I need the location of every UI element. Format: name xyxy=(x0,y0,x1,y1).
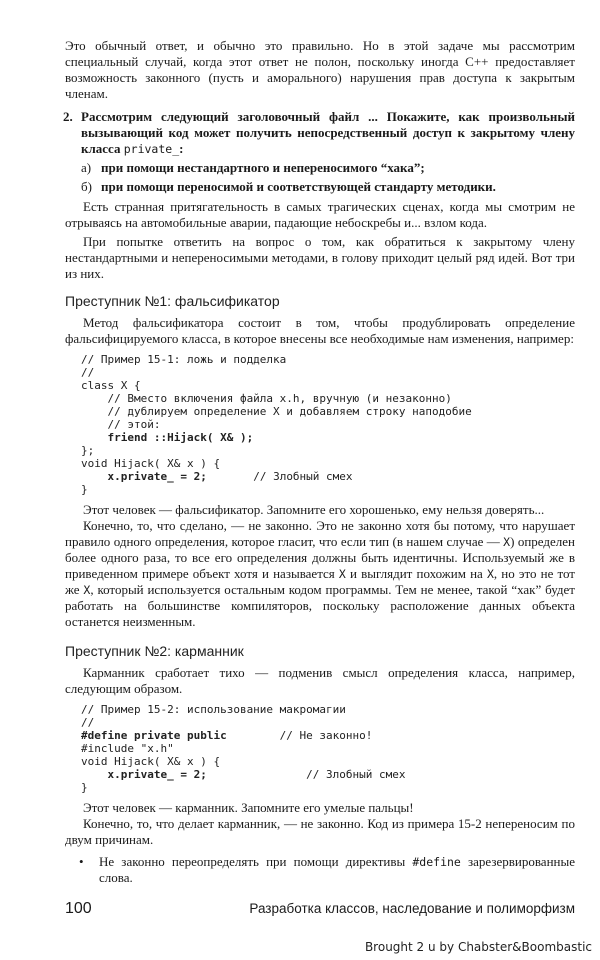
code-line xyxy=(81,483,88,496)
code-line xyxy=(81,405,472,418)
paragraph: Этот человек — фальсификатор. Запомните его хорошенько, ему нельзя доверять... xyxy=(83,502,545,517)
code-text: // этой: xyxy=(81,418,161,431)
paragraph: Этот человек — карманник. Запомните его умелые пальцы! xyxy=(83,800,414,815)
question-number: 2. xyxy=(63,109,73,124)
question-text xyxy=(81,109,575,157)
bullet-icon: • xyxy=(79,854,84,869)
code-text: // Вместо включения файла x.h, вручную (и незаконно) xyxy=(81,392,452,405)
code-text: // xyxy=(81,716,95,729)
code-text: x.private_ = 2; xyxy=(81,470,207,483)
text: , но это не тот же xyxy=(65,566,575,597)
text: зарезервированные слова. xyxy=(99,854,575,885)
option-text: при помощи нестандартного и непереносимого “хака”; xyxy=(101,160,425,175)
option-label: а) xyxy=(81,160,92,175)
code-line xyxy=(81,768,406,781)
question-text-main: Рассмотрим следующий заголовочный файл ... Покажите, как произвольный вызывающий код может получить непосредственный доступ к закрытому члену класса xyxy=(81,109,575,156)
paragraph xyxy=(65,518,575,630)
code-text: // дублируем определение X и добавляем строку наподобие xyxy=(81,405,472,418)
question-code: private_ xyxy=(123,142,180,156)
code-comment: // Злобный смех xyxy=(206,768,406,781)
code-line xyxy=(81,353,286,366)
text: ) определен более одного раза, то все его определения должны быть идентичны. Используемый же в приведенном примере объект хотя и называется xyxy=(65,534,575,581)
page-body xyxy=(65,38,575,886)
option-b xyxy=(81,179,575,195)
page-number: 100 xyxy=(65,900,92,917)
code-text: // xyxy=(81,366,95,379)
code-line xyxy=(81,470,353,483)
code-line xyxy=(81,418,160,431)
code-line xyxy=(81,444,94,457)
bullet-text xyxy=(99,854,575,886)
code-text: } xyxy=(81,781,88,794)
code-text: }; xyxy=(81,444,95,457)
intro-paragraph: Это обычный ответ, и обычно это правильно. Но в этой задаче мы рассмотрим специальный случай, когда этот ответ не полон, поскольку иногда C++ предоставляет возможность законного (пусть и аморального) нарушения прав доступа к закрытым членам. xyxy=(65,38,575,101)
question-end: : xyxy=(179,141,184,156)
paragraph: При попытке ответить на вопрос о том, как обратиться к закрытому члену нестандартными и непереносимыми методами, в голову приходит целый ряд идей. Вот три из них. xyxy=(65,234,575,281)
inline-code: X xyxy=(486,567,494,581)
code-line xyxy=(81,755,220,768)
code-text: void Hijack( X& x ) { xyxy=(81,457,221,470)
text: и выглядит похожим на xyxy=(345,566,487,581)
code-text: void Hijack( X& x ) { xyxy=(81,755,221,768)
page-footer xyxy=(65,886,575,918)
bullet-item xyxy=(79,854,575,886)
sheet xyxy=(65,0,575,918)
text: Не законно переопределять при помощи директивы xyxy=(99,854,413,869)
question xyxy=(65,109,575,157)
code-text: // Пример 15-1: ложь и подделка xyxy=(81,353,287,366)
inline-code: #define xyxy=(412,855,461,869)
text: , который используется остальным кодом программы. Тем не менее, такой “хак” будет работать на большинстве компиляторов, поскольку расположение данных объекта останется неизменным. xyxy=(65,582,575,629)
code-line xyxy=(81,379,141,392)
chapter-title: Разработка классов, наследование и полиморфизм xyxy=(249,901,575,916)
text: Конечно, то, что сделано, — не законно. Это не законно хотя бы потому, что нарушает правило одного определения, которое гласит, что если тип (в нашем случае — xyxy=(65,518,575,549)
code-comment: // Злобный смех xyxy=(206,470,353,483)
inline-code: X xyxy=(83,583,91,597)
code-line xyxy=(81,703,346,716)
inline-code: X xyxy=(503,535,511,549)
option-label: б) xyxy=(81,179,92,194)
code-text: friend ::Hijack( X& ); xyxy=(81,431,254,444)
code-line xyxy=(81,457,220,470)
code-listing-15-2 xyxy=(81,703,575,794)
section-heading: Преступник №2: карманник xyxy=(65,643,244,659)
code-text: class X { xyxy=(81,379,141,392)
watermark: Brought 2 u by Chabster&Boombastic xyxy=(364,940,592,954)
paragraph: Есть странная притягательность в самых трагических сценах, когда мы смотрим не отрываясь на автомобильные аварии, падающие небоскребы и... взлом кода. xyxy=(65,199,575,230)
code-text: #include "x.h" xyxy=(81,742,174,755)
code-line xyxy=(81,781,88,794)
code-line xyxy=(81,742,174,755)
code-line xyxy=(81,392,452,405)
paragraph: Карманник сработает тихо — подменив смысл определения класса, например, следующим образом. xyxy=(65,665,575,696)
code-text: // Пример 15-2: использование макромагии xyxy=(81,703,346,716)
code-text: #define private public xyxy=(81,729,227,742)
inline-code: X xyxy=(338,567,346,581)
code-listing-15-1 xyxy=(81,353,575,496)
section-heading: Преступник №1: фальсификатор xyxy=(65,293,280,309)
option-text: при помощи переносимой и соответствующей стандарту методики. xyxy=(101,179,496,194)
code-line xyxy=(81,431,253,444)
code-comment: // Не законно! xyxy=(226,729,373,742)
code-text: } xyxy=(81,483,88,496)
code-line xyxy=(81,729,372,742)
code-line xyxy=(81,716,94,729)
paragraph: Метод фальсификатора состоит в том, чтобы продублировать определение фальсифицируемого класса, в которое внесены все необходимые нам изменения, например: xyxy=(65,315,575,346)
paragraph: Конечно, то, что делает карманник, — не законно. Код из примера 15-2 непереносим по двум причинам. xyxy=(65,816,575,847)
option-a xyxy=(81,160,575,176)
code-text: x.private_ = 2; xyxy=(81,768,207,781)
code-line xyxy=(81,366,94,379)
